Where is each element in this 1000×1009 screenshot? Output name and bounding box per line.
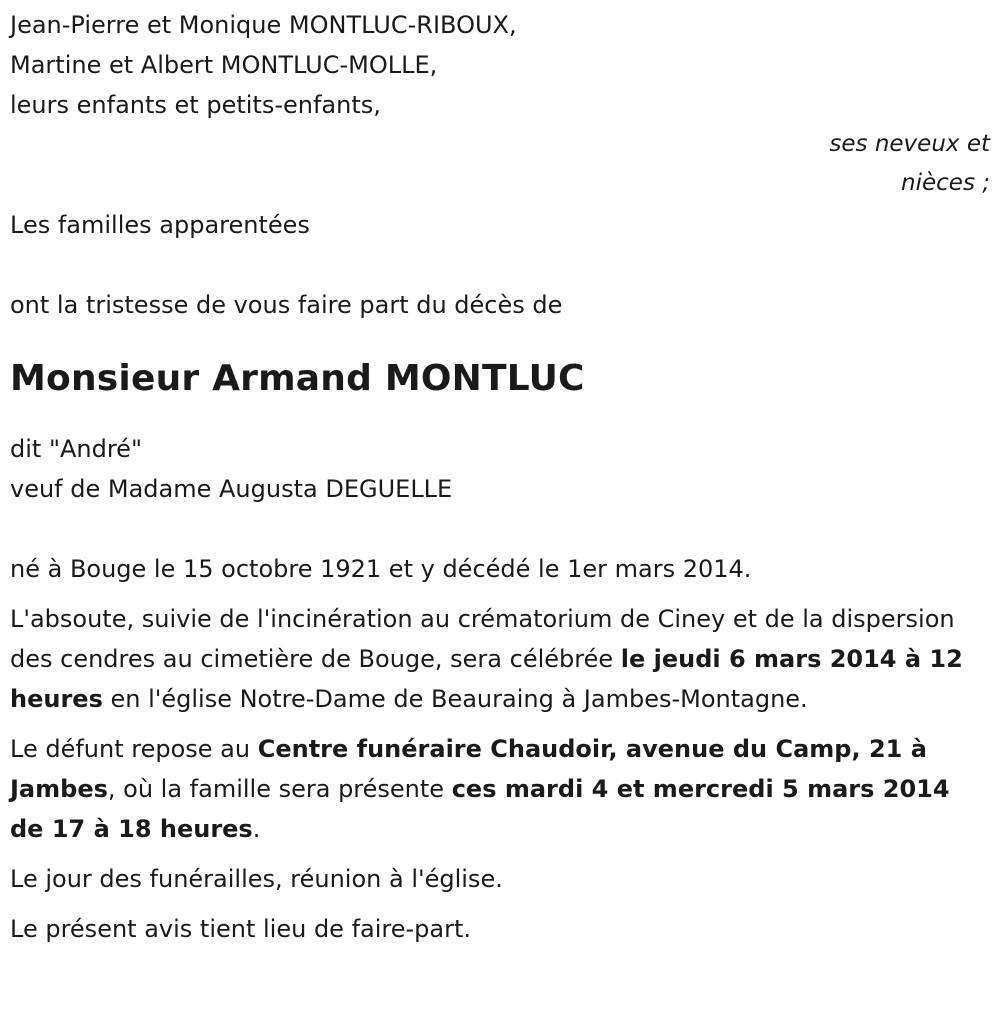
ceremony-paragraph xyxy=(10,599,990,719)
related-families: Les familles apparentées xyxy=(10,211,310,239)
ceremony-date: le jeudi 6 mars 2014 à 12 heures xyxy=(10,645,963,713)
avis-line: Le présent avis tient lieu de faire-part. xyxy=(10,915,472,943)
repose-text-1: Le défunt repose au xyxy=(10,735,258,763)
ceremony-text-1: L'absoute, suivie de l'incinération au crématorium de Ciney et de la dispersion des cendres au cimetière de Bouge, sera célébrée xyxy=(10,605,955,673)
family-line-3: leurs enfants et petits-enfants, xyxy=(10,91,381,119)
family-line-1: Jean-Pierre et Monique MONTLUC-RIBOUX, xyxy=(10,11,517,39)
neveux-line-1: ses neveux et xyxy=(829,131,990,157)
reunion-line: Le jour des funérailles, réunion à l'église. xyxy=(10,865,503,893)
repose-place: Centre funéraire Chaudoir, avenue du Camp, 21 à Jambes xyxy=(10,735,927,803)
birth-death-line: né à Bouge le 15 octobre 1921 et y décédé le 1er mars 2014. xyxy=(10,555,752,583)
alias-line: dit "André" xyxy=(10,435,142,463)
repose-text-2: , où la famille sera présente xyxy=(107,775,452,803)
spacer xyxy=(10,509,990,549)
deceased-name: Monsieur Armand MONTLUC xyxy=(10,358,585,399)
widower-line: veuf de Madame Augusta DEGUELLE xyxy=(10,475,453,503)
repose-dates: ces mardi 4 et mercredi 5 mars 2014 de 17 à 18 heures xyxy=(10,775,950,843)
family-list xyxy=(10,5,990,125)
neveux-line-2: nièces ; xyxy=(901,170,990,196)
neveux-block xyxy=(10,125,990,203)
family-line-2: Martine et Albert MONTLUC-MOLLE, xyxy=(10,51,438,79)
repose-paragraph xyxy=(10,729,990,849)
spacer xyxy=(10,245,990,285)
obituary-notice xyxy=(10,5,990,959)
announcement-intro: ont la tristesse de vous faire part du décès de xyxy=(10,291,563,319)
ceremony-text-2: en l'église Notre-Dame de Beauraing à Jambes-Montagne. xyxy=(102,685,808,713)
repose-text-3: . xyxy=(252,815,261,843)
